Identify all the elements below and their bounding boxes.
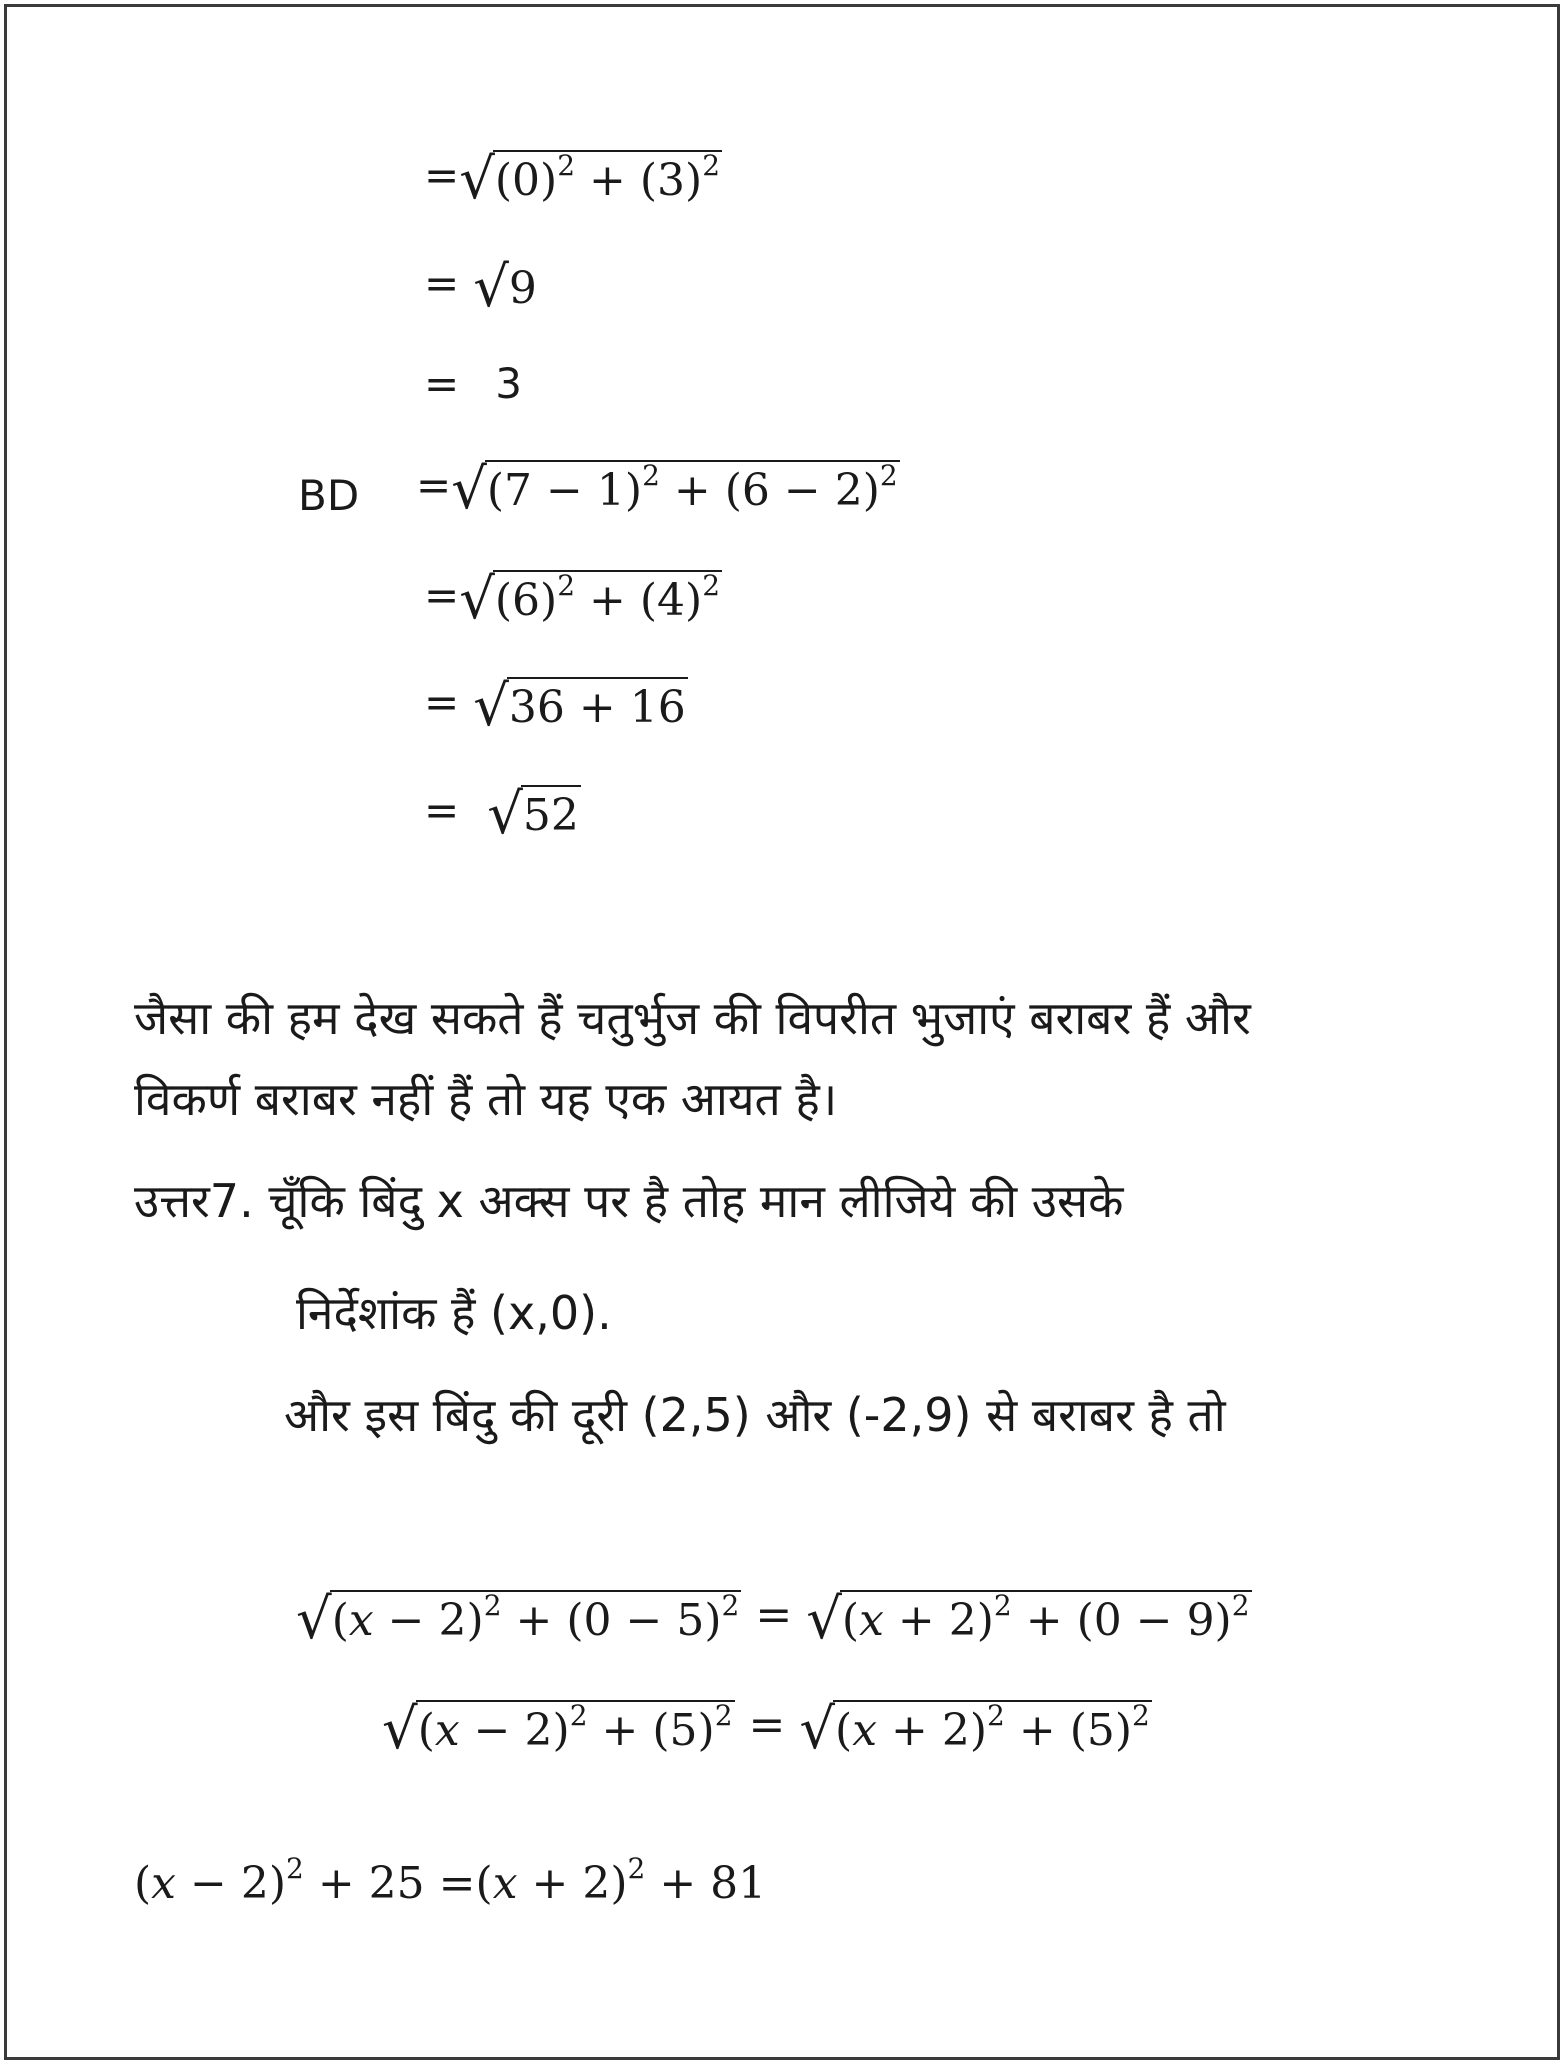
result-value: 3 — [495, 359, 522, 408]
radical-icon: √ — [806, 1587, 842, 1652]
step-ac-3 — [424, 359, 522, 408]
conclusion-line-2: विकर्ण बराबर नहीं हैं तो यह एक आयत है। — [134, 1072, 838, 1126]
radical-icon: √ — [296, 1587, 332, 1652]
sqrt-expression: √ 9 — [473, 255, 537, 320]
equation-1: √ $(x - 2)^2 + (0 - 5)^2$ = √ $(x + 2)^2 + (0 - 9)^2$ — [296, 1587, 1250, 1652]
equals-sign: = — [424, 150, 460, 200]
sqrt-expression: √ 52 — [487, 782, 579, 847]
radical-icon: √ — [459, 567, 495, 632]
step-bd-3 — [424, 674, 688, 739]
equals-sign: = — [424, 570, 460, 620]
sqrt-expression: √ $(0)^2 + (3)^2$ — [459, 147, 721, 212]
equals-sign: = — [424, 677, 460, 727]
radical-icon: √ — [799, 1697, 836, 1762]
answer7-line-3: और इस बिंदु की दूरी (2,5) और (-2,9) से बराबर है तो — [284, 1388, 1226, 1442]
radical-icon: √ — [473, 255, 509, 320]
equals-sign: = — [416, 460, 452, 510]
equation-3: $(x - 2)^2 + 25 =(x + 2)^2 + 81$ — [134, 1852, 767, 1909]
sqrt-expression: √ 36 + 16 — [473, 674, 686, 739]
sqrt-expression: √ $(x + 2)^2 + (5)^2$ — [799, 1697, 1150, 1762]
step-ac-1 — [424, 147, 722, 212]
radical-icon: √ — [382, 1697, 418, 1762]
bd-label: BD — [298, 471, 360, 520]
answer7-line-1: उत्तर7. चूँकि बिंदु x अक्स पर है तोह मान लीजिये की उसके — [134, 1174, 1124, 1228]
radical-icon: √ — [473, 674, 509, 739]
step-bd-4 — [424, 782, 581, 847]
radical-icon: √ — [487, 782, 523, 847]
conclusion-line-1: जैसा की हम देख सकते हैं चतुर्भुज की विपरीत भुजाएं बराबर हैं और — [134, 991, 1251, 1045]
equals-sign: = — [424, 359, 460, 408]
sqrt-expression: √ $(x + 2)^2 + (0 - 9)^2$ — [806, 1587, 1250, 1652]
sqrt-expression: √ $(7 - 1)^2 + (6 - 2)^2$ — [451, 457, 898, 522]
answer7-line-2: निर्देशांक हैं (x,0). — [296, 1286, 612, 1340]
radical-icon: √ — [459, 147, 495, 212]
step-ac-2 — [424, 255, 539, 320]
sqrt-expression: √ $(6)^2 + (4)^2$ — [459, 567, 721, 632]
step-bd-1 — [416, 457, 900, 522]
equals-sign: = — [424, 258, 460, 308]
equation-2: √ $(x - 2)^2 + (5)^2$ = √ $(x + 2)^2 + (5)^2$ — [382, 1697, 1150, 1762]
radical-icon: √ — [451, 457, 487, 522]
equals-sign: = — [424, 785, 460, 835]
step-bd-2 — [424, 567, 722, 632]
sqrt-expression: √ $(x - 2)^2 + (0 - 5)^2$ — [296, 1587, 740, 1652]
sqrt-expression: √ $(x - 2)^2 + (5)^2$ — [382, 1697, 733, 1762]
